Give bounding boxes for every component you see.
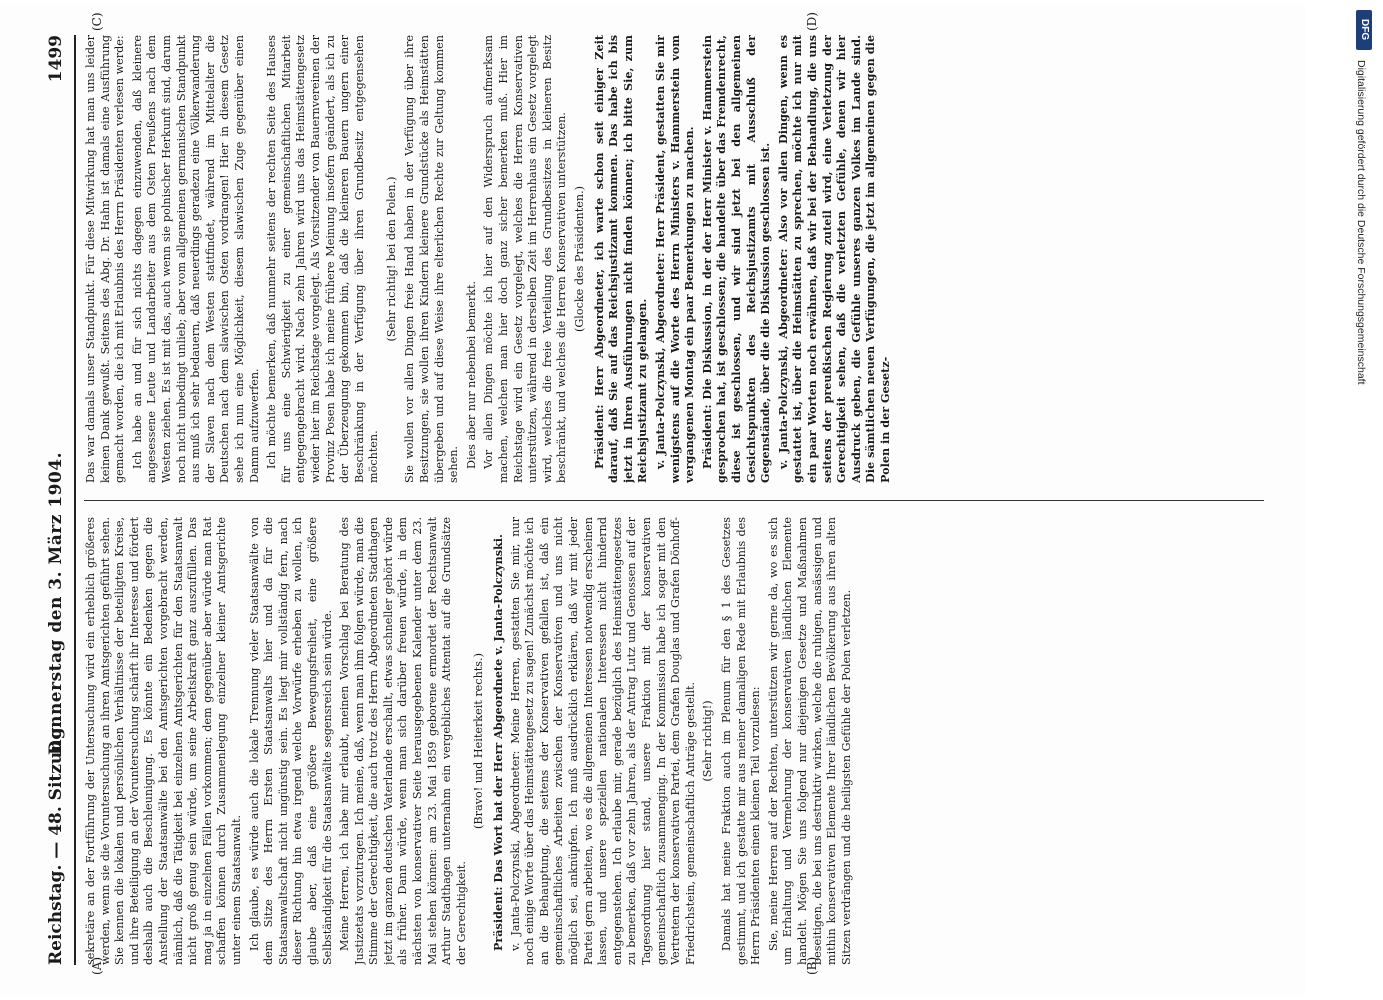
header-session: Reichstag. — 48. Sitzung. <box>46 721 66 965</box>
quoted-paragraph: Ich habe an und für sich nichts dagegen einzuwenden, daß kleinere angesessene Leute und Landarbeiter aus dem Osten Preußens nach dem Westen ziehen. Es ist mit das, auch wenn sie polnischer Herkunft sind, darum noch nicht unbedingt unlieb; aber vom allgemeinen germanischen Standpunkt aus muß ich sehr bedauern, daß neuerdings geradezu eine Völkerwanderung der Slaven nach dem Westen stattfindet, während im Mittelalter die Deutschen nach dem slawischen Osten vordrangen! Hier in diesem Gesetz sehe ich nun eine Möglichkeit, diesem slawischen Zuge gegenüber einen Damm aufzuwerfen. <box>130 35 261 483</box>
speaker-paragraph: v. Janta-Polczynski, Abgeordneter: Herr Präsident, gestatten Sie mir wenigstens auf die Worte des Herrn Ministers v. Hammerstein vom vergangenen Montag ein paar Bemerkungen zu machen. <box>652 35 697 483</box>
interjection: (Glocke des Präsidenten.) <box>573 186 586 333</box>
credit-text: Digitalisierung gefördert durch die Deutsche Forschungsgemeinschaft <box>1355 60 1367 385</box>
column-divider <box>84 500 1264 501</box>
speaker-paragraph: Präsident: Die Diskussion, in der der Herr Minister v. Hammerstein gesprochen hat, ist geschlossen; die handelte über das Fremdenrecht, diese ist geschlossen, und wir sind jetzt bei den allgemeinen Gesichtspunkten des Reichsjustizamts mit Ausschluß der Gegenstände, über die die Diskussion geschlossen ist. <box>699 35 773 483</box>
paragraph: Das war damals unser Standpunkt. Für diese Mitwirkung hat man uns leider keinen Dank gewußt. Seitens des Abg. Dr. Hahn ist damals eine Ausführung gemacht worden, die ich mit Erlaubnis des Herrn Präsidenten verlesen werde: <box>84 35 127 483</box>
interjection: (Sehr richtig!) <box>701 700 715 782</box>
margin-mark-c: (C) <box>90 12 104 31</box>
speaker-paragraph: Präsident: Das Wort hat der Herr Abgeordnete v. Janta-Polczynski. <box>491 534 506 951</box>
paragraph: Sie wollen vor allen Dingen freie Hand haben in der Verfügung über ihre Besitzungen, sie wollen ihren Kindern kleinere Grundstücke als Heimstätten übergeben und auf diese Weise ihre elterlichen Rechte zur Geltung kommen sehen. <box>403 35 461 483</box>
paragraph: Ich möchte bemerken, daß nunmehr seitens der rechten Seite des Hauses für uns eine Schwierigkeit zu einer gemeinschaftlichen Mitarbeit entgegengebracht wird. Nach zehn Jahren wird uns das Heimstättengesetz wieder hier im Reichstage vorgelegt. Als Vorsitzender von Bauernvereinen der Provinz Posen habe ich meine frühere Meinung insofern geändert, als ich zu der Überzeugung gekommen bin, daß die kleineren Bauern ungern einer Beschränkung in der Verfügung über ihren Grundbesitz entgegensehen möchten. <box>265 35 381 483</box>
digitization-credit <box>1355 10 1373 990</box>
margin-mark-d: (D) <box>805 12 819 31</box>
page-number: 1499 <box>46 35 66 83</box>
scanned-page <box>0 5 1305 995</box>
header-date: Donnerstag den 3. März 1904. <box>46 451 66 755</box>
paragraph: Meine Herren, ich habe mir erlaubt, meinen Vorschlag bei Beratung des Justizetats vorzutragen. Ich meine, daß, wenn man ihm folgen würde, man die Stimme der Gerechtigkeit, die auch trotz des Herrn Abgeordneten Stadthagen jetzt im ganzen deutschen Vaterlande erschallt, etwas schneller gehört würde als früher. Dann würde, wenn man sich darüber freuen würde, in dem nächsten von konservativer Seite herausgegebenen Kalender unter dem 23. Mai stehen können: am 23. Mai 1859 geborene ermordet der Rechtsanwalt Arthur Stadthagen unternahm ein vergebliches Attentat auf die Grundsätze der Gerechtigkeit. <box>338 517 468 965</box>
margin-mark-a: (A) <box>90 956 104 975</box>
speaker-paragraph: v. Janta-Polczynski, Abgeordneter: Also vor allen Dingen, wenn es gestattet ist, über die Heimstätten zu sprechen, möchte ich nur mit ein paar Worten noch erwähnen, daß wir bei der Behandlung, die uns seitens der preußischen Regierung zuteil wird, eine Verletzung der Gerechtigkeit sehen, daß die verletzten Gefühle, denen wir hier Ausdruck geben, die Gefühle unseres ganzen Volkes im Lande sind. Die sämtlichen neuen Verfügungen, die jetzt im allgemeinen gegen die Polen in der Gesetz- <box>775 35 892 483</box>
interjection: (Sehr richtig! bei den Polen.) <box>384 176 398 342</box>
paragraph: Damals hat meine Fraktion auch im Plenum für den § 1 des Gesetzes gestimmt, und ich gestatte mir aus meiner damaligen Rede mit Erlaubnis des Herrn Präsidenten einen kleinen Teil vorzulesen: <box>719 517 763 965</box>
paragraph: Ich glaube, es würde auch die lokale Trennung vieler Staatsanwälte von dem Sitze des Herrn Ersten Staatsanwalts hier und da für die Staatsanwaltschaft nicht ungünstig sein. Es liegt mir vollständig fern, nach dieser Richtung hin etwa irgend welche Vorwürfe erheben zu wollen, ich glaube aber, daß eine größere Bewegungsfreiheit, eine größere Selbständigkeit für die Staatsanwälte segensreich sein würde. <box>247 517 334 965</box>
dfg-logo-icon: DFG <box>1356 10 1372 50</box>
quoted-paragraph: Sie, meine Herren auf der Rechten, unterstützen wir gerne da, wo es sich um Erhaltung und Vermehrung der konservativen ländlichen Elemente handelt. Mögen Sie uns folgend nur diejenigen Gesetze und Maßnahmen beseitigen, die bei uns destruktiv wirken, welche die ruhigen, ansässigen und mithin konservativen Elemente Ihrer ländlichen Bevölkerung aus ihren alten Sitzen verdrängen und die heiligsten Gefühle der Polen verletzen. <box>766 517 853 965</box>
speaker-paragraph: Präsident: Herr Abgeordneter, ich warte schon seit einiger Zeit darauf, daß Sie auf das Reichsjustizamt kommen. Das habe ich bis jetzt in Ihren Ausführungen nicht finden können; ich bitte Sie, zum Reichsjustizamt zu gelangen. <box>591 35 650 483</box>
paragraph: sekretäre an der Fortführung der Untersuchung wird ein erheblich größeres werden, wenn sie die Voruntersuchung an ihren Amtsgerichten geführt sehen. Sie kennen die lokalen und persönlichen Verhältnisse der beteiligten Kreise, und ihre Beteiligung an der Voruntersuchung schärft ihr Interesse und fördert deshalb auch die Beschleunigung. Es könnte ein Bedenken gegen die Anstellung der Staatsanwälte bei den Amtsgerichten vorgebracht werden, nämlich, daß die Tätigkeit bei einzelnen Amtsgerichten für den Staatsanwalt nicht groß genug sein würde, um seine Arbeitskraft ganz auszufüllen. Das mag ja in einzelnen Fällen vorkommen; dem gegenüber aber würde man Rat schaffen können durch Zusammenlegung einzelner kleiner Amtsgerichte unter einem Staatsanwalt. <box>84 517 243 965</box>
paragraph: Dies aber nur nebenbei bemerkt. <box>464 280 478 469</box>
margin-mark-b: (B) <box>805 956 819 975</box>
text-column-second <box>84 35 1264 483</box>
text-column-first <box>84 517 1264 965</box>
paragraph: v. Janta-Polczynski, Abgeordneter: Meine Herren, gestatten Sie mir, nur noch einige Worte über das Heimstättengesetz zu sagen! Zunächst möchte ich an die Behauptung, die seitens der Konservativen gefallen ist, daß ein gemeinschaftliches Arbeiten zwischen der Konservativen und uns nicht möglich sei, anknüpfen. Ich muß ausdrücklich erklären, daß wir mit jeder Partei gern arbeiten, wo es die allgemeinen Interessen notwendig erscheinen lassen, und unsere speziellen nationalen Interessen nicht hindernd entgegenstehen. Ich erlaube mir, gerade bezüglich des Heimstättengesetzes zu bemerken, daß vor zehn Jahren, als der Antrag Lutz und Genossen auf der Tagesordnung hier stand, unsere Fraktion mit der konservativen gemeinschaftlich zusammenging. In der Kommission habe ich sogar mit den Vertretern der konservativen Partei, dem Grafen Douglas und Grafen Dönhoff-Friedrichstein, gemeinschaftlich Anträge gestellt. <box>508 517 697 965</box>
paragraph: Vor allen Dingen möchte ich hier auf den Widerspruch aufmerksam machen, welchen man hier doch ganz sicher bemerken muß. Hier im Reichstage wird ein Gesetz vorgelegt, welches die Herren Konservativen unterstützen, während in derselben Zeit im Herrenhaus ein Gesetz vorgelegt wird, welches die freie Verteilung des Grundbesitzes in kleineren Besitz beschränkt, und welches die Herren Konservativen unterstützen. <box>482 35 569 483</box>
page-header <box>40 35 76 965</box>
interjection: (Bravo! und Heiterkeit rechts.) <box>472 653 486 829</box>
